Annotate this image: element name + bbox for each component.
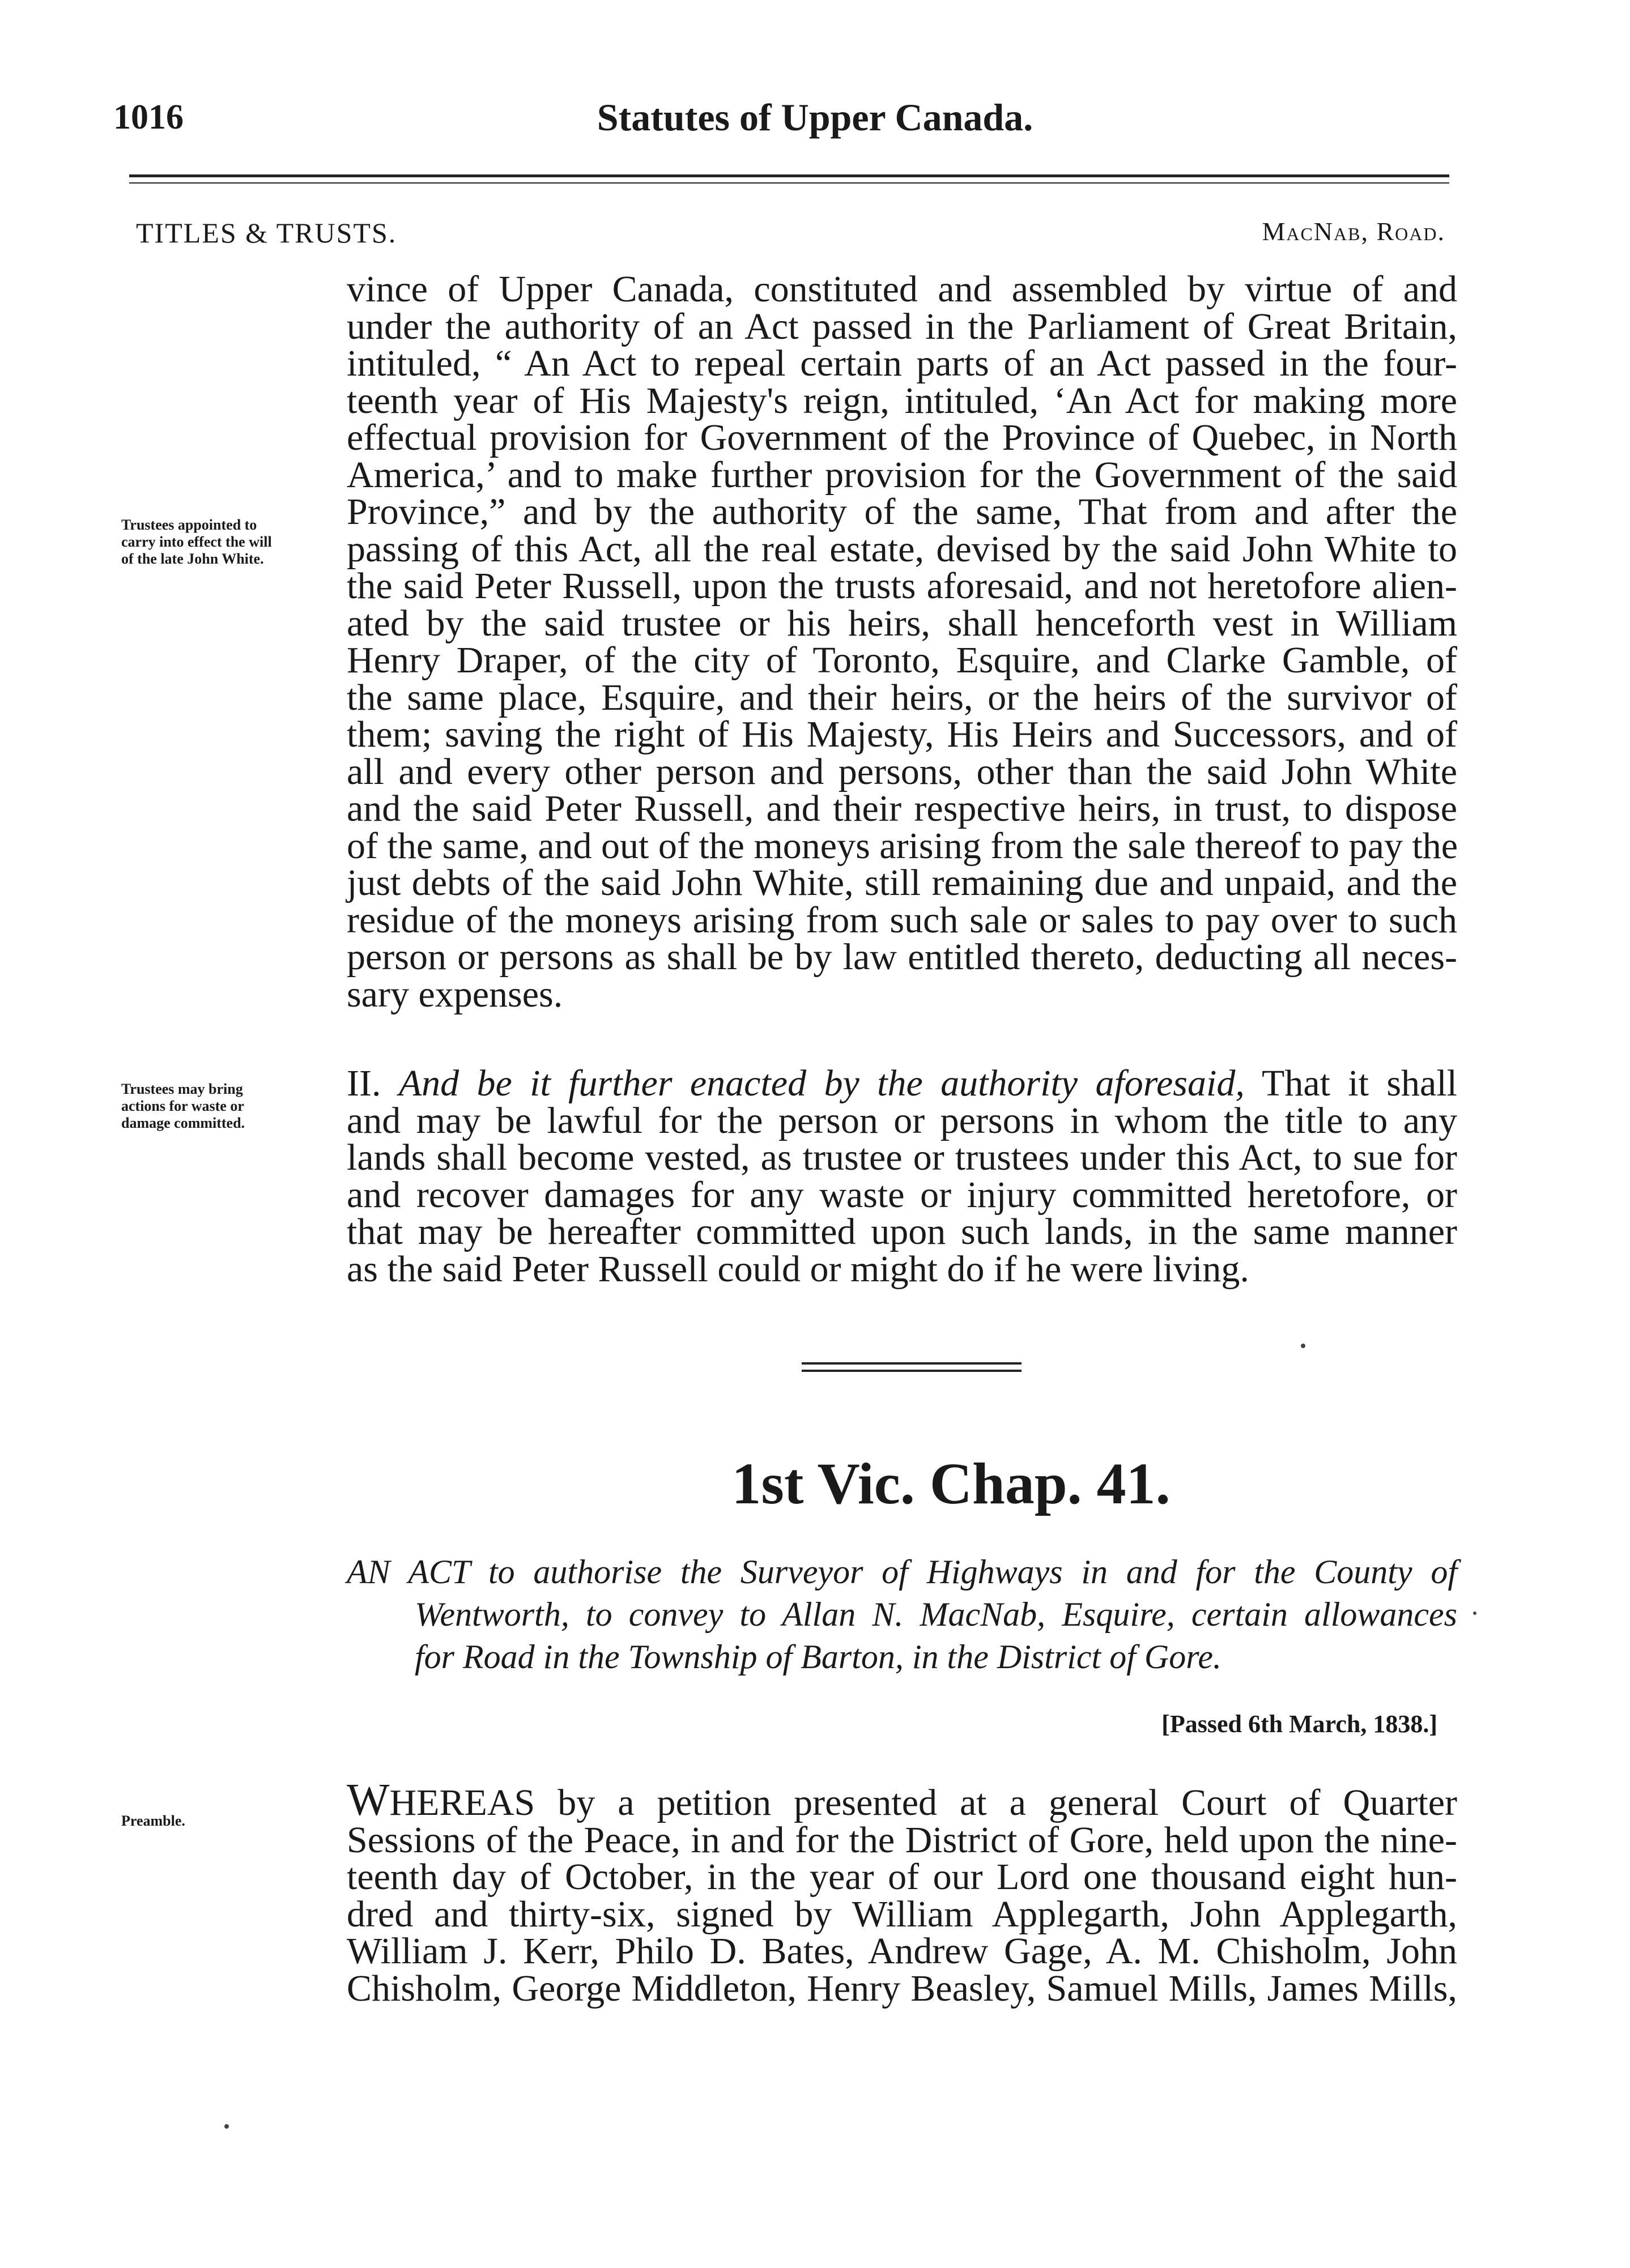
paragraph-1-line: passing of this Act, all the real estate, devised by the said John White to xyxy=(347,528,1457,570)
paragraph-1-line: ated by the said trustee or his heirs, shall henceforth vest in William xyxy=(347,602,1457,644)
page-number: 1016 xyxy=(113,98,184,137)
preamble-line: Sessions of the Peace, in and for the District of Gore, held upon the nine- xyxy=(347,1819,1457,1861)
paragraph-1-line: Province,” and by the authority of the same, That from and after the xyxy=(347,491,1457,532)
paragraph-1 xyxy=(347,268,1458,1015)
paragraph-2-line: that may be hereafter committed upon such lands, in the same manner xyxy=(347,1211,1457,1252)
preamble-first-line: HEREAS by a petition presented at a general Court of Quarter xyxy=(389,1782,1457,1823)
paragraph-1-line: all and every other person and persons, other than the said John White xyxy=(347,751,1457,792)
margin-note-line: damage committed. xyxy=(121,1115,245,1131)
preamble-paragraph xyxy=(347,1775,1457,2009)
paragraph-1-line: person or persons as shall be by law entitled thereto, deducting all neces- xyxy=(347,936,1457,978)
margin-note-line: carry into effect the will xyxy=(121,534,272,550)
header-rule-thick xyxy=(129,174,1449,177)
margin-note-line: of the late John White. xyxy=(121,551,264,567)
section-numeral: II. xyxy=(347,1063,381,1104)
act-title xyxy=(347,1551,1457,1678)
preamble-line: Chisholm, George Middleton, Henry Beasley, Samuel Mills, James Mills, xyxy=(347,1967,1457,2009)
paragraph-1-line: of the same, and out of the moneys arising from the sale thereof to pay the xyxy=(347,825,1458,867)
preamble-line: teenth day of October, in the year of our Lord one thousand eight hun- xyxy=(347,1856,1457,1898)
drop-cap: W xyxy=(347,1775,390,1825)
paragraph-2-first-line: That it shall xyxy=(1262,1063,1458,1104)
paragraph-1-line: the said Peter Russell, upon the trusts aforesaid, and not heretofore alien- xyxy=(347,565,1457,607)
paragraph-1-line: the same place, Esquire, and their heirs, or the heirs of the survivor of xyxy=(347,676,1457,718)
margin-note-line: Trustees may bring xyxy=(121,1081,243,1097)
chapter-heading: 1st Vic. Chap. 41. xyxy=(731,1451,1171,1516)
paragraph-2-line: lands shall become vested, as trustee or trustees under this Act, to sue for xyxy=(347,1137,1457,1178)
paragraph-1-line: America,’ and to make further provision for the Government of the said xyxy=(347,454,1457,496)
paragraph-1-line: under the authority of an Act passed in the Parliament of Great Britain, xyxy=(347,305,1457,347)
section-label-right: MacNab, Road. xyxy=(1262,217,1445,246)
paragraph-1-line: vince of Upper Canada, constituted and assembled by virtue of and xyxy=(347,268,1457,310)
passed-date: [Passed 6th March, 1838.] xyxy=(1161,1710,1437,1738)
preamble-line: William J. Kerr, Philo D. Bates, Andrew Gage, A. M. Chisholm, John xyxy=(347,1930,1457,1972)
paragraph-2-line: and may be lawful for the person or persons in whom the title to any xyxy=(347,1099,1457,1141)
paragraph-1-line: residue of the moneys arising from such sale or sales to pay over to such xyxy=(347,899,1457,941)
paragraph-1-line: them; saving the right of His Majesty, His Heirs and Successors, and of xyxy=(347,714,1457,755)
paragraph-2-line: and recover damages for any waste or injury committed heretofore, or xyxy=(347,1174,1457,1216)
paragraph-1-line: effectual provision for Government of the Province of Quebec, in North xyxy=(347,417,1457,458)
act-title-line: AN ACT to authorise the Surveyor of Highways in and for the County of xyxy=(347,1553,1457,1591)
paragraph-1-line: Henry Draper, of the city of Toronto, Esquire, and Clarke Gamble, of xyxy=(347,640,1457,681)
section-label-left: TITLES & TRUSTS. xyxy=(136,217,397,249)
paragraph-2 xyxy=(347,1065,1457,1288)
scan-speck xyxy=(1473,1612,1476,1615)
paragraph-1-line: and the said Peter Russell, and their respective heirs, in trust, to dispose xyxy=(347,788,1457,829)
margin-note-line: Preamble. xyxy=(121,1813,185,1829)
paragraph-1-line: just debts of the said John White, still remaining due and unpaid, and the xyxy=(347,862,1457,903)
scan-speck xyxy=(1301,1344,1305,1348)
paragraph-1-line: sary expenses. xyxy=(347,973,563,1015)
margin-note-trustees-appointed xyxy=(121,517,332,568)
paragraph-1-line: intituled, “ An Act to repeal certain parts of an Act passed in the four- xyxy=(347,343,1457,384)
margin-note-trustees-may-bring xyxy=(121,1081,332,1132)
section-break-rule xyxy=(802,1362,1022,1365)
preamble-line: dred and thirty-six, signed by William Applegarth, John Applegarth, xyxy=(347,1893,1457,1935)
margin-note-line: Trustees appointed to xyxy=(121,517,257,533)
margin-note-line: actions for waste or xyxy=(121,1098,244,1114)
paragraph-1-line: teenth year of His Majesty's reign, intituled, ‘An Act for making more xyxy=(347,380,1457,421)
margin-note-preamble xyxy=(121,1813,332,1830)
scan-speck xyxy=(224,2124,229,2129)
paragraph-2-line: as the said Peter Russell could or might do if he were living. xyxy=(347,1248,1249,1290)
act-title-line: Wentworth, to convey to Allan N. MacNab, Esquire, certain allowances xyxy=(415,1596,1457,1633)
running-title: Statutes of Upper Canada. xyxy=(597,96,1033,139)
section-break-rule xyxy=(802,1370,1022,1372)
enacting-clause: And be it further enacted by the authority aforesaid, xyxy=(398,1063,1245,1104)
header-rule-thin xyxy=(129,182,1449,184)
act-title-line: for Road in the Township of Barton, in the District of Gore. xyxy=(415,1638,1222,1676)
